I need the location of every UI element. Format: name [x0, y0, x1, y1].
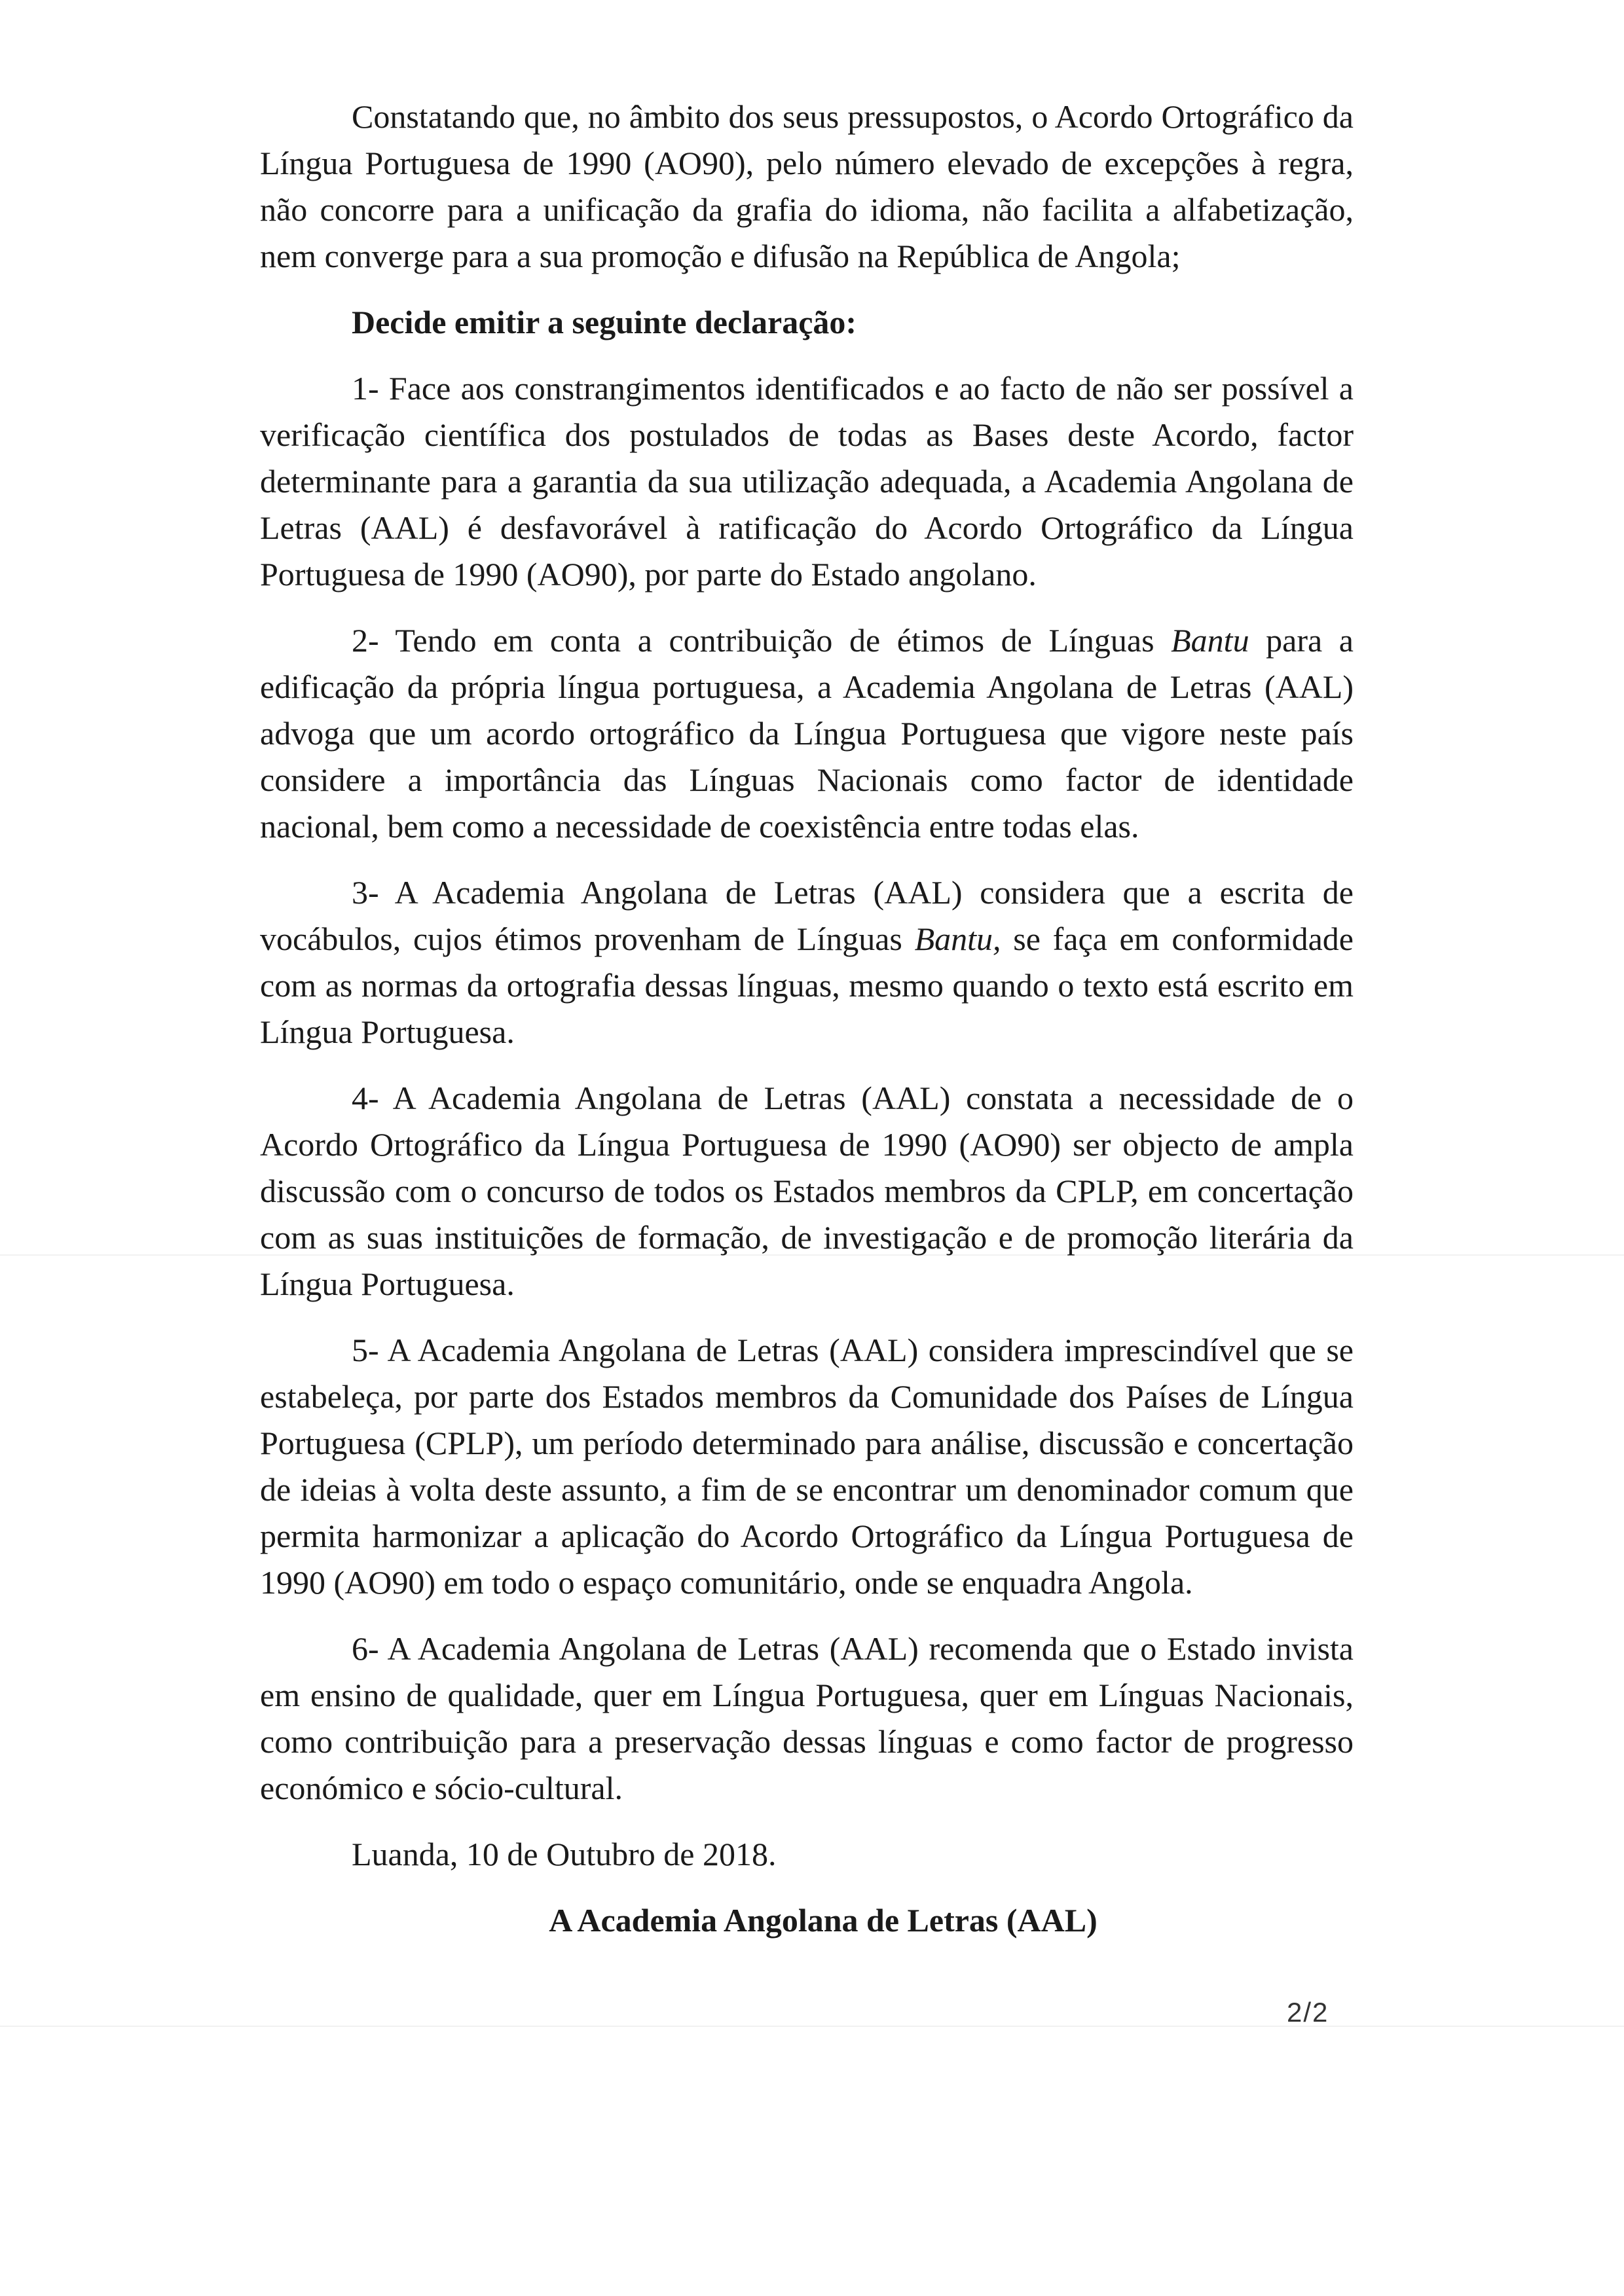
declaration-item-text: 4- A Academia Angolana de Letras (AAL) constata a necessidade de o Acordo Ortográfico da Língua Portuguesa de 1990 (AO90) ser objecto de ampla discussão com o concurso de todos os Estados membros da CPLP, em concertação com as suas instituições de formação, de investigação e de promoção literária da Língua Portuguesa.: [260, 1080, 1354, 1302]
intro-paragraph: Constatando que, no âmbito dos seus pressupostos, o Acordo Ortográfico da Língua Portuguesa de 1990 (AO90), pelo número elevado de excepções à regra, não concorre para a unificação da grafia do idioma, não facilita a alfabetização, nem converge para a sua promoção e difusão na República de Angola;: [260, 98, 1354, 274]
decision-heading: Decide emitir a seguinte declaração:: [352, 304, 857, 340]
document-page: [260, 94, 1354, 1944]
bantu-italic: Bantu,: [914, 920, 1001, 957]
declaration-item-4: [260, 1075, 1354, 1307]
bantu-italic: Bantu: [1171, 622, 1249, 659]
declaration-item-text: para a edificação da própria língua portuguesa, a Academia Angolana de Letras (AAL) advoga que um acordo ortográfico da Língua Portuguesa que vigore neste país considere a importância das Línguas Nacionais como factor de identidade nacional, bem como a necessidade de coexistência entre todas elas.: [260, 622, 1354, 845]
scan-artifact-line: [0, 2026, 1624, 2027]
declaration-item-text: 2- Tendo em conta a contribuição de étimos de Línguas: [352, 622, 1172, 659]
declaration-item-text: 1- Face aos constrangimentos identificados e ao facto de não ser possível a verificação científica dos postulados de todas as Bases deste Acordo, factor determinante para a garantia da sua utilização adequada, a Academia Angolana de Letras (AAL) é desfavorável à ratificação do Acordo Ortográfico da Língua Portuguesa de 1990 (AO90), por parte do Estado angolano.: [260, 370, 1354, 592]
page-number: 2/2: [1287, 1997, 1329, 2028]
declaration-item-text: se faça em conformidade com as normas da ortografia dessas línguas, mesmo quando o texto está escrito em Língua Portuguesa.: [260, 920, 1354, 1050]
declaration-item-3: [260, 869, 1354, 1055]
declaration-item-text: 6- A Academia Angolana de Letras (AAL) recomenda que o Estado invista em ensino de qualidade, quer em Língua Portuguesa, quer em Línguas Nacionais, como contribuição para a preservação dessas línguas e como factor de progresso económico e sócio-cultural.: [260, 1630, 1354, 1806]
declaration-item-1: [260, 365, 1354, 598]
place-date: Luanda, 10 de Outubro de 2018.: [352, 1836, 777, 1872]
declaration-item-text: 3- A Academia Angolana de Letras (AAL) considera que a escrita de vocábulos, cujos étimos provenham de Línguas: [260, 874, 1354, 957]
signature: A Academia Angolana de Letras (AAL): [549, 1902, 1098, 1939]
declaration-item-6: [260, 1626, 1354, 1812]
declaration-item-5: [260, 1327, 1354, 1606]
declaration-item-text: 5- A Academia Angolana de Letras (AAL) considera imprescindível que se estabeleça, por parte dos Estados membros da Comunidade dos Países de Língua Portuguesa (CPLP), um período determinado para análise, discussão e concertação de ideias à volta deste assunto, a fim de se encontrar um denominador comum que permita harmonizar a aplicação do Acordo Ortográfico da Língua Portuguesa de 1990 (AO90) em todo o espaço comunitário, onde se enquadra Angola.: [260, 1332, 1354, 1601]
declaration-item-2: [260, 617, 1354, 850]
